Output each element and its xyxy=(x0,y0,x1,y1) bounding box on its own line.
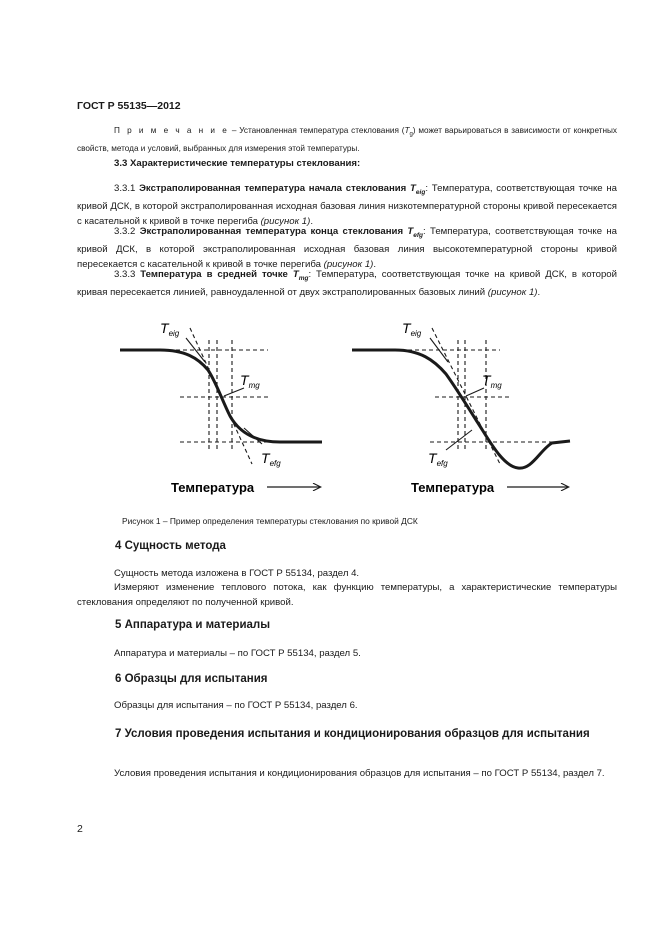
note-label: П р и м е ч а н и е xyxy=(114,126,229,135)
note-tg-symbol: T xyxy=(404,126,410,135)
left-label-teig: $T_{eig}$ xyxy=(160,320,180,338)
definition-3-3-2: 3.3.2 Экстраполированная температура конца стеклования $T_{efg}$: Температура, соответствующая точке на кривой ДСК, в которой экстраполированная исходная базовая линия высокотемпературной стороны кривой пересекается с касательной к кривой в точке перегиба (рисунок 1). xyxy=(77,226,618,270)
left-dsc-curve xyxy=(120,350,322,442)
section-5-title: 5 Аппаратура и материалы xyxy=(115,619,271,631)
figure-right-panel xyxy=(352,320,570,495)
right-axis-label: Температура xyxy=(411,480,495,495)
definition-3-3-1: 3.3.1 Экстраполированная температура начала стеклования $T_{eig}$: Температура, соответствующая точке на кривой ДСК, в которой экстраполированная исходная базовая линия низкотемпературной стороны кривой пересекается с касательной к кривой в точке перегиба (рисунок 1). xyxy=(77,183,618,227)
definition-3-3-3: 3.3.3 Температура в средней точке $T_{mg}$: Температура, соответствующая точке на кривой ДСК, в которой кривая пересекается линией, равноудаленной от двух экстраполированных базовых линий (рисунок 1). xyxy=(77,269,617,299)
term-3-3-3: Температура в средней точке xyxy=(140,269,288,280)
section-4-title: 4 Сущность метода xyxy=(115,540,226,552)
right-leader-lines xyxy=(430,338,484,450)
section-4-paragraph-1: Сущность метода изложена в ГОСТ Р 55134, раздел 4. xyxy=(114,568,360,579)
note-paragraph xyxy=(77,124,617,155)
right-dsc-curve xyxy=(352,350,570,468)
figure-1 xyxy=(0,300,661,510)
section-7-title: 7 Условия проведения испытания и кондиционирования образцов для испытания xyxy=(115,728,590,740)
section-6-paragraph: Образцы для испытания – по ГОСТ Р 55134, раздел 6. xyxy=(114,700,358,711)
document-header: ГОСТ Р 55135—2012 xyxy=(77,100,181,112)
note-text-a: – Установленная температура стеклования ( xyxy=(228,126,405,135)
term-3-3-2: Экстраполированная температура конца стеклования xyxy=(139,226,404,237)
figure-caption: Рисунок 1 – Пример определения температуры стеклования по кривой ДСК xyxy=(122,516,418,526)
section-5-paragraph: Аппаратура и материалы – по ГОСТ Р 55134, раздел 5. xyxy=(114,648,361,659)
note-text-b: ) может варьироваться в зависимости от конкретных свойств, метода и условий, выбранных для измерения этой температуры. xyxy=(77,126,617,153)
section-4-paragraph-2: Измеряют изменение теплового потока, как функцию температуры, а характеристические температуры стеклования определяют по полученной кривой. xyxy=(77,582,617,608)
right-label-tefg: $T_{efg}$ xyxy=(428,450,448,468)
left-leader-lines xyxy=(186,338,262,444)
section-6-title: 6 Образцы для испытания xyxy=(115,673,268,685)
right-label-teig: $T_{eig}$ xyxy=(402,320,422,338)
section-7-paragraph: Условия проведения испытания и кондиционирования образцов для испытания – по ГОСТ Р 55134, раздел 7. xyxy=(114,768,605,779)
right-label-tmg: $T_{mg}$ xyxy=(482,372,502,390)
page-number: 2 xyxy=(77,823,83,835)
left-label-tmg: $T_{mg}$ xyxy=(240,372,260,390)
note-tg-sub: g xyxy=(409,131,413,138)
left-axis-label: Температура xyxy=(171,480,255,495)
term-3-3-1: Экстраполированная температура начала стеклования xyxy=(139,183,407,194)
left-label-tefg: $T_{efg}$ xyxy=(261,450,281,468)
figure-left-panel xyxy=(120,320,322,495)
section-3-3-title: 3.3 Характеристические температуры стеклования: xyxy=(114,158,361,169)
